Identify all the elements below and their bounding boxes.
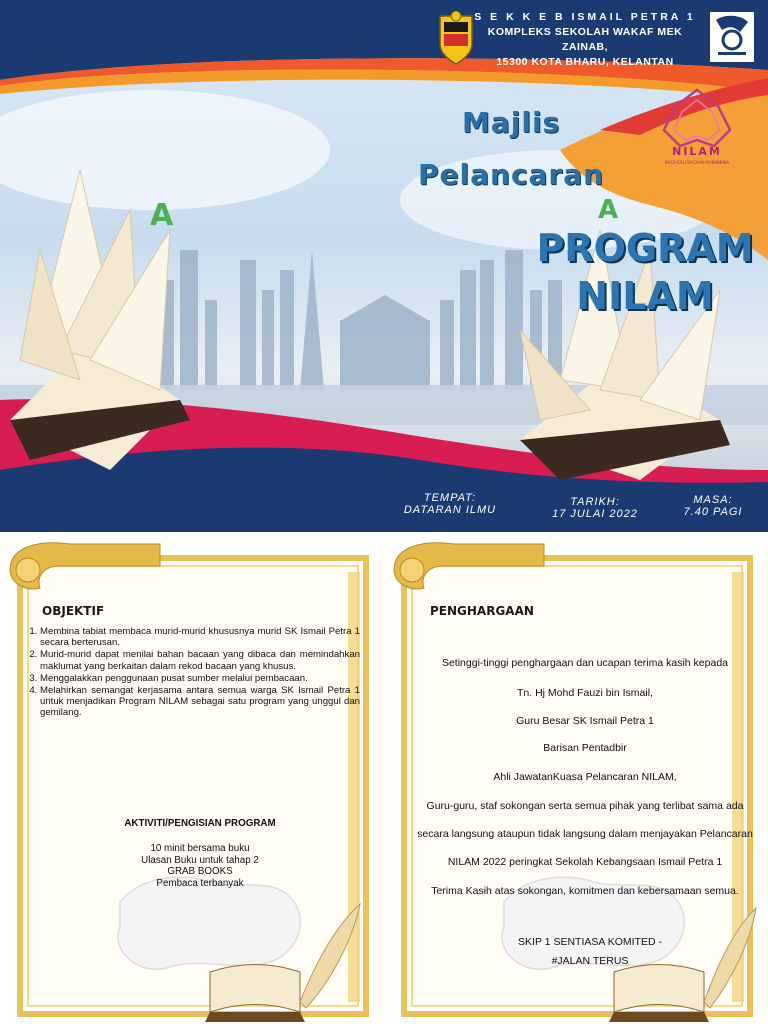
date-info <box>540 496 650 520</box>
school-name: S E K K E B ISMAIL PETRA 1 <box>474 11 696 23</box>
list-item: 10 minit bersama buku <box>150 843 250 854</box>
title-nilam: NILAM <box>576 274 714 318</box>
thanks-line: Ahli JawatanKuasa Pelancaran NILAM, <box>493 771 677 783</box>
school-address <box>470 10 700 70</box>
list-item: Pembaca terbanyak <box>156 877 244 889</box>
aktiviti-heading: AKTIVITI/PENGISIAN PROGRAM <box>124 818 276 829</box>
venue-label: TEMPAT: <box>423 492 477 504</box>
venue-info <box>395 492 505 516</box>
nilam-logo-name: NILAM <box>672 145 722 158</box>
date-label: TARIKH: <box>570 496 620 508</box>
list-item: 1. Membina tabiat membaca murid-murid khususnya murid SK Ismail Petra 1 secara berterusan. <box>40 626 360 648</box>
list-item: 4. Melahirkan semangat kerjasama antara semua warga SK Ismail Petra 1 untuk menjadikan Program NILAM sebagai satu program yang unggul dan gemilang. <box>40 685 360 719</box>
list-item: 2. Murid-murid dapat menilai bahan bacaan yang dibaca dan memindahkan maklumat yang berkaitan dalam rekod bacaan yang khusus. <box>40 649 360 671</box>
time-value: 7.40 PAGI <box>683 506 743 518</box>
thanks-line: Guru-guru, staf sokongan serta semua pihak yang terlibat sama ada <box>426 800 744 812</box>
title-program-nilam <box>530 224 760 320</box>
city-skyline <box>160 250 562 390</box>
nilam-logo-tagline: BACA KALI BACAAN MURABBIKA <box>665 160 729 165</box>
nilam-star-icon <box>654 86 740 170</box>
anniversary-logo-icon <box>710 12 754 62</box>
closing-motto: SKIP 1 SENTIASA KOMITED - <box>518 936 662 948</box>
thanks-line: Barisan Pentadbir <box>543 742 627 754</box>
list-item: Ulasan Buku untuk tahap 2 <box>141 854 259 866</box>
list-item: 3. Menggalakkan penggunaan pusat sumber melalui pembacaan. <box>40 673 360 684</box>
penghargaan-heading: PENGHARGAAN <box>430 604 534 618</box>
venue-value: DATARAN ILMU <box>403 504 497 516</box>
title-majlis: Majlis <box>462 106 561 139</box>
svg-text:A: A <box>598 195 619 225</box>
thanks-line: Tn. Hj Mohd Fauzi bin Ismail, <box>517 687 653 699</box>
list-item: GRAB BOOKS <box>167 866 233 877</box>
date-value: 17 JULAI 2022 <box>552 508 638 520</box>
school-address-line1: KOMPLEKS SEKOLAH WAKAF MEK ZAINAB, <box>487 26 683 53</box>
thanks-line: secara langsung ataupun tidak langsung dalam menjayakan Pelancaran <box>417 828 753 840</box>
objektif-list <box>18 626 360 720</box>
school-address-line2: 15300 KOTA BHARU, KELANTAN <box>496 56 674 68</box>
closing-hashtag: #JALAN TERUS <box>551 955 629 967</box>
state-crest-icon <box>436 10 476 68</box>
thanks-line: Setinggi-tinggi penghargaan dan ucapan terima kasih kepada <box>441 657 729 669</box>
time-label: MASA: <box>693 494 733 506</box>
nilam-logo <box>654 86 740 170</box>
svg-text:A: A <box>150 198 174 233</box>
time-info <box>668 494 758 518</box>
title-pelancaran: Pelancaran <box>418 158 605 191</box>
objektif-heading: OBJEKTIF <box>42 604 105 618</box>
thanks-line: Guru Besar SK Ismail Petra 1 <box>516 715 654 727</box>
aktiviti-list <box>100 843 300 889</box>
thanks-line: NILAM 2022 peringkat Sekolah Kebangsaan Ismail Petra 1 <box>447 856 723 868</box>
thanks-line: Terima Kasih atas sokongan, komitmen dan kebersamaan semua. <box>431 885 739 897</box>
title-program: PROGRAM <box>536 226 754 270</box>
